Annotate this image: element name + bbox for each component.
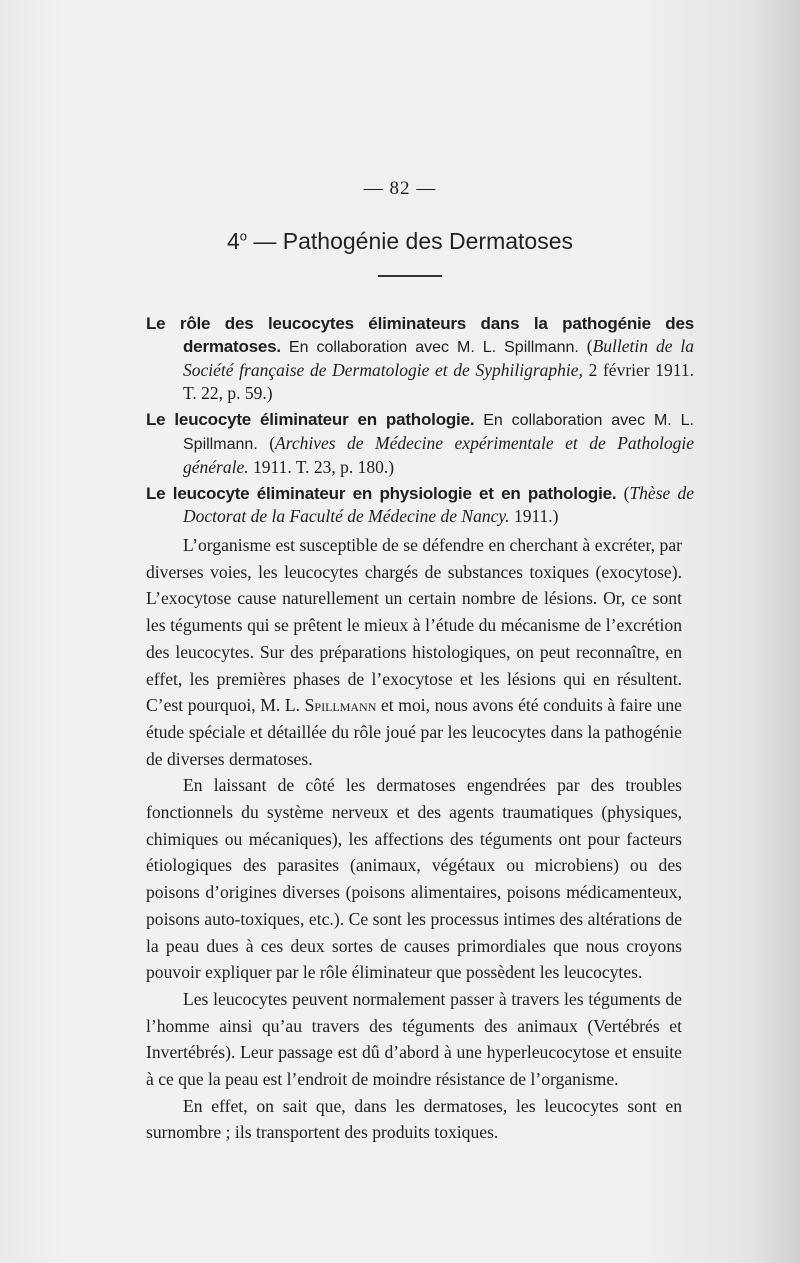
page-number: — 82 — [363,178,437,199]
reference-title: Le leucocyte éliminateur en pathologie. [146,410,475,429]
section-title-text: Pathogénie des Dermatoses [282,228,574,254]
reference-title: Le leucocyte éliminateur en physiologie et en pathologie. [146,484,617,503]
reference-source: Thèse de Doctorat de la Faculté de Médecine de Nancy. [183,483,694,526]
reference-title: Le rôle des leucocytes éliminateurs dans la pathogénie des dermatoses. [146,314,694,356]
section-title [0,228,800,255]
reference-source-open: ( [269,433,276,453]
reference-details: 2 février 1911. T. 22, p. 59.) [183,360,694,403]
reference-item [146,312,694,405]
reference-details: 1911.) [509,506,559,526]
reference-source: Archives de Médecine expérimentale et de Pathologie générale. [183,433,695,477]
reference-source-open: ( [586,336,593,356]
section-dash: — [247,228,283,254]
paragraph-text: L’organisme est susceptible de se défendre en cherchant à excréter, par diverses voies, les leucocytes chargés de substances toxiques (exocytose). L’exocytose cause naturellement un certain nombre de lésions. Or, ce sont les téguments qui se prêtent le mieux à l’étude du mécanisme de l’excrétion des leucocytes. Sur des préparations histologiques, on peut reconnaître, en effet, les premières phases de l’exocytose et les lésions qui en résultent. C’est pourquoi, M. L. [146,535,682,716]
reference-collaboration: En collaboration avec M. L. Spillmann. [288,339,579,356]
section-number: 4 [226,228,240,254]
paragraph: Les leucocytes peuvent normalement passer à travers les téguments de l’homme ainsi qu’au travers des téguments des animaux (Vertébrés et Invertébrés). Leur passage est dû d’abord à une hyperleucocytose et ensuite à ce que la peau est l’endroit de moindre résistance de l’organisme. [146,988,682,1090]
section-degree: o [239,228,247,244]
paragraph: En effet, on sait que, dans les dermatoses, les leucocytes sont en surnombre ; ils transportent des produits toxiques. [146,1095,682,1143]
reference-details: 1911. T. 23, p. 180.) [248,457,395,477]
reference-source-open: ( [623,483,630,503]
reference-list [146,312,694,531]
paragraph-text: et moi, nous avons été conduits à faire une étude spéciale et détaillée du rôle joué par les leucocytes dans la pathogénie de diverses dermatoses. [146,695,682,769]
paragraph: En laissant de côté les dermatoses engendrées par des troubles fonctionnels du système nerveux et des agents traumatiques (physiques, chimiques ou mécaniques), les affections des téguments ont pour facteurs étiologiques des parasites (animaux, végétaux ou microbiens) ou des poisons d’origines diverses (poisons alimentaires, poisons médicamenteux, poisons auto-toxiques, etc.). Ce sont les processus intimes des altérations de la peau dues à ces deux sortes de causes primordiales que nous croyons pouvoir expliquer par le rôle éliminateur que possèdent les leucocytes. [146,775,682,983]
title-divider [378,275,442,277]
reference-item [146,482,694,528]
reference-item [146,408,694,479]
author-name: Spillmann [304,695,377,716]
reference-collaboration: En collaboration avec M. L. Spillmann. [183,412,694,453]
body-text [146,532,682,1146]
reference-source: Bulletin de la Société française de Dermatologie et de Syphiligraphie, [183,336,695,380]
paragraph [146,532,682,772]
